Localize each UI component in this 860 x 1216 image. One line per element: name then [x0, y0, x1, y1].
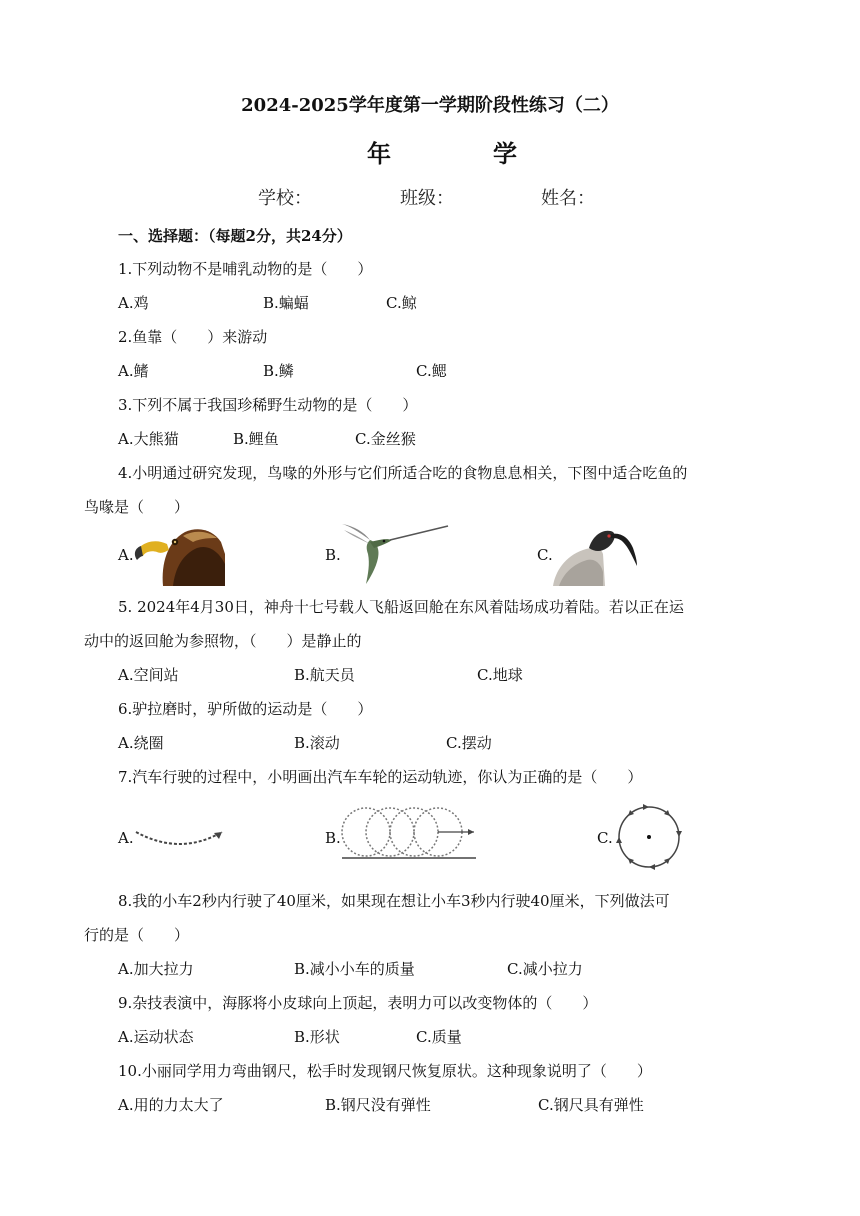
question-5-line2: 动中的返回舱为参照物，（ ）是静止的	[84, 632, 362, 650]
q6-option-a: A.绕圈	[118, 734, 164, 752]
q8-option-b: B.减小小车的质量	[294, 960, 415, 978]
question-7: 7.汽车行驶的过程中，小明画出汽车车轮的运动轨迹，你认为正确的是（ ）	[118, 768, 643, 786]
question-9: 9.杂技表演中，海豚将小皮球向上顶起，表明力可以改变物体的（ ）	[118, 994, 598, 1012]
q6-option-b: B.滚动	[294, 734, 340, 752]
question-10: 10.小丽同学用力弯曲钢尺，松手时发现钢尺恢复原状。这种现象说明了（ ）	[118, 1062, 652, 1080]
subject-char: 学	[493, 139, 517, 168]
q3-option-b: B.鲤鱼	[233, 430, 279, 448]
q5-option-b: B.航天员	[294, 666, 355, 684]
question-6: 6.驴拉磨时，驴所做的运动是（ ）	[118, 700, 373, 718]
q2-option-c: C.鳃	[416, 362, 447, 380]
q9-option-b: B.形状	[294, 1028, 340, 1046]
q10-option-b: B.钢尺没有弹性	[325, 1096, 431, 1114]
q1-option-c: C.鲸	[386, 294, 417, 312]
q7-option-c: C.	[597, 829, 613, 847]
q8-option-c: C.减小拉力	[507, 960, 583, 978]
grade-char: 年	[367, 139, 391, 168]
section-heading: 一、选择题：（每题2分，共24分）	[118, 227, 352, 245]
q2-option-b: B.鳞	[263, 362, 294, 380]
q9-option-c: C.质量	[416, 1028, 462, 1046]
q1-option-b: B.蝙蝠	[263, 294, 309, 312]
q5-option-a: A.空间站	[118, 666, 179, 684]
q10-option-c: C.钢尺具有弹性	[538, 1096, 644, 1114]
hummingbird-image	[340, 520, 450, 586]
ibis-beak-image	[553, 524, 638, 586]
q4-option-a: A.	[118, 546, 134, 564]
q3-option-c: C.金丝猴	[355, 430, 416, 448]
q7-option-a: A.	[118, 829, 134, 847]
class-label: 班级：	[400, 188, 454, 209]
circular-trajectory-diagram	[614, 802, 684, 872]
q3-option-a: A.大熊猫	[118, 430, 179, 448]
q6-option-c: C.摆动	[446, 734, 492, 752]
q8-option-a: A.加大拉力	[118, 960, 194, 978]
q10-option-a: A.用的力太大了	[118, 1096, 224, 1114]
q4-option-b: B.	[325, 546, 341, 564]
question-8-line2: 行的是（ ）	[84, 926, 190, 944]
q2-option-a: A.鳍	[118, 362, 149, 380]
q1-option-a: A.鸡	[118, 294, 149, 312]
eagle-beak-image	[133, 524, 225, 586]
rolling-circles-diagram	[340, 806, 480, 862]
exam-title: 2024-2025学年度第一学期阶段性练习（二）	[241, 95, 619, 116]
question-8-line1: 8.我的小车2秒内行驶了40厘米，如果现在想让小车3秒内行驶40厘米，下列做法可	[118, 892, 670, 910]
question-4-line2: 鸟喙是（ ）	[84, 498, 190, 516]
question-1: 1.下列动物不是哺乳动物的是（ ）	[118, 260, 373, 278]
question-3: 3.下列不属于我国珍稀野生动物的是（ ）	[118, 396, 418, 414]
question-2: 2.鱼靠（ ）来游动	[118, 328, 268, 346]
name-label: 姓名：	[541, 188, 595, 209]
q5-option-c: C.地球	[477, 666, 523, 684]
q7-option-b: B.	[325, 829, 341, 847]
q9-option-a: A.运动状态	[118, 1028, 194, 1046]
q4-option-c: C.	[537, 546, 553, 564]
question-5-line1: 5. 2024年4月30日，神舟十七号载人飞船返回舱在东风着陆场成功着陆。若以正在运	[118, 598, 684, 616]
school-label: 学校：	[258, 188, 312, 209]
arc-trajectory-diagram	[134, 820, 226, 854]
question-4-line1: 4.小明通过研究发现，鸟喙的外形与它们所适合吃的食物息息相关，下图中适合吃鱼的	[118, 464, 688, 482]
